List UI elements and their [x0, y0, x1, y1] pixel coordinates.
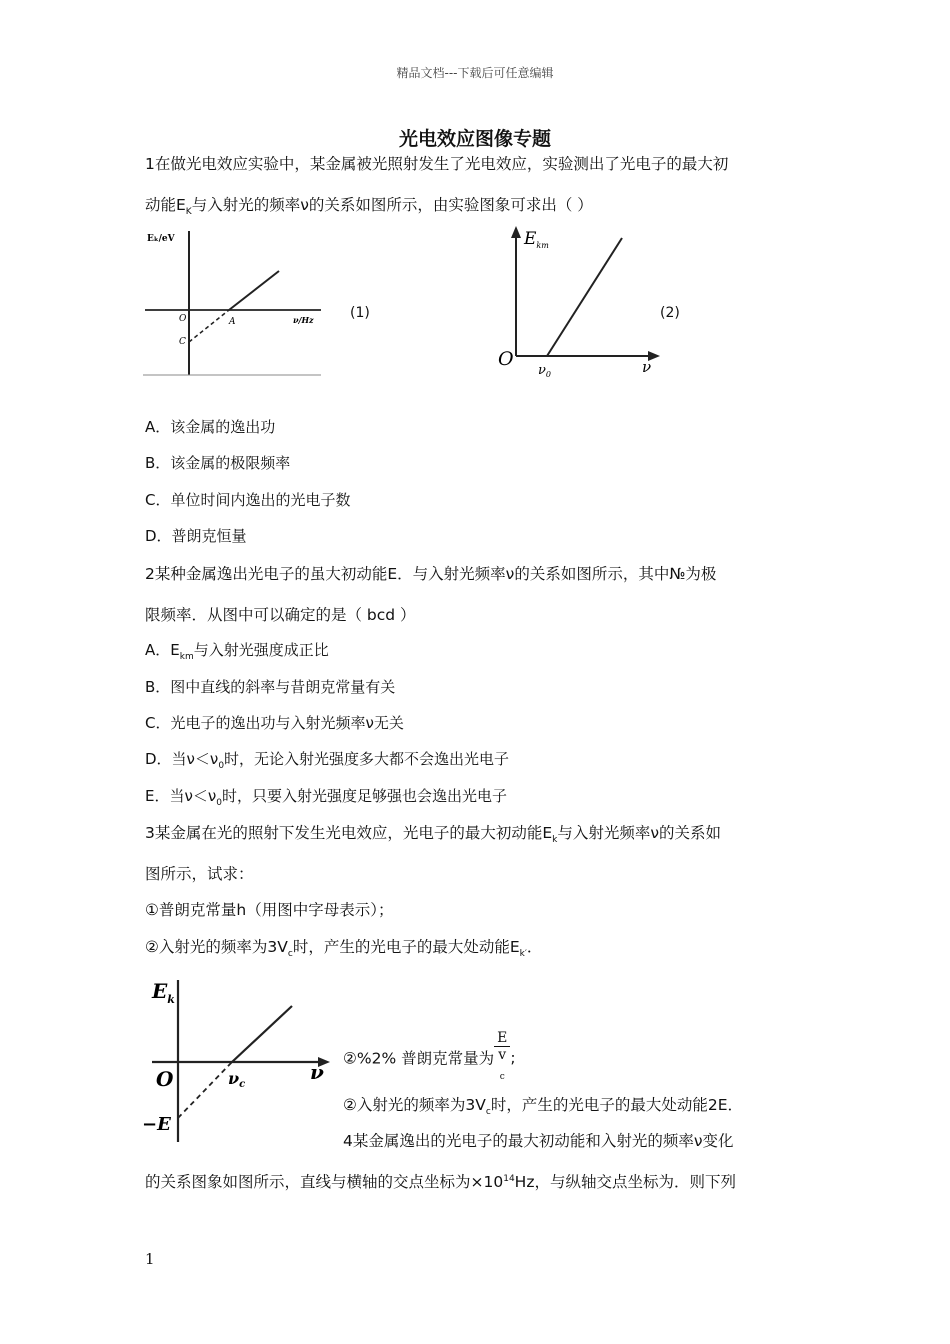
- fig1-point-c: C: [179, 337, 186, 347]
- fig2-xlabel: ν: [642, 358, 652, 376]
- q1-figure-1: [143, 225, 323, 377]
- q2-option-c: C．光电子的逸出功与入射光频率ν无关: [145, 714, 404, 732]
- fig2-y-arrow-icon: [511, 226, 521, 238]
- q3-fig-origin: O: [156, 1067, 174, 1091]
- q1-option-c: C．单位时间内逸出的光电子数: [145, 491, 351, 509]
- q3-answer2: ②入射光的频率为$3V_c$时，产生的光电子的最大处动能2E．: [343, 1096, 743, 1118]
- q1-option-d: D．普朗克恒量: [145, 527, 247, 545]
- fig2-nu0: $\nu_0$: [538, 363, 551, 379]
- q3-line1: 3某金属在光的照射下发生光电效应，光电子的最大初动能$E_k$与入射光频率ν的关系如: [145, 824, 722, 846]
- q4-line2: 的关系图象如图所示，直线与横轴的交点坐标为$\times 10^{14}Hz$，与纵轴交点坐标为．则下列: [145, 1173, 736, 1191]
- q2-line1: 2某种金属逸出光电子的虽大初动能E．与入射光频率ν的关系如图所示，其中№为极: [145, 565, 717, 583]
- q2-option-e: E．当$\nu<\nu_0$时，只要入射光强度足够强也会逸出光电子: [145, 787, 507, 808]
- fig1-solid-line: [229, 271, 279, 310]
- q1-figure-2: [496, 222, 666, 380]
- fig1-origin: O: [179, 314, 187, 324]
- fig1-ylabel: Eₖ/eV: [147, 234, 175, 244]
- q3-fig-xlabel: ν: [310, 1060, 324, 1084]
- page-title: 光电效应图像专题: [398, 128, 551, 150]
- page-header: 精品文档---下载后可任意编辑: [396, 66, 554, 80]
- q3-line2: 图所示，试求：: [145, 865, 254, 883]
- fig2-line: [547, 238, 622, 356]
- q3-answer1: ②%2% 普朗克常量为 E v $_c$ ;: [343, 1030, 516, 1085]
- page-number: 1: [145, 1250, 155, 1268]
- q2-option-b: B．图中直线的斜率与昔朗克常量有关: [145, 678, 396, 696]
- q1-option-b: B．该金属的极限频率: [145, 454, 291, 472]
- q3-fig-neg-e: −E: [142, 1114, 171, 1135]
- q2-option-d: D．当$\nu<\nu_0$时，无论入射光强度多大都不会逸出光电子: [145, 750, 510, 771]
- q3-fig-solid-line: [232, 1006, 292, 1062]
- fig2-origin: O: [498, 348, 514, 370]
- q2-line2: 限频率．从图中可以确定的是（ bcd ）: [145, 606, 416, 624]
- q2-option-a: A．$E_{km}$与入射光强度成正比: [145, 641, 329, 662]
- q3-item1: ①普朗克常量h（用图中字母表示）；: [145, 901, 394, 919]
- q3-answer1-fraction: E v $_c$: [494, 1030, 510, 1085]
- q1-fig1-label: (1): [350, 305, 370, 321]
- q3-item2: ②入射光的频率为$3V_c$时，产生的光电子的最大处动能$E_{k'}$．: [145, 938, 543, 960]
- q1-line1: 1在做光电效应实验中，某金属被光照射发生了光电效应，实验测出了光电子的最大初: [145, 155, 729, 173]
- fig1-dashed-line: [189, 310, 229, 342]
- q3-fig-nuc: νc: [228, 1069, 246, 1090]
- q4-line1: 4某金属逸出的光电子的最大初动能和入射光的频率ν变化: [343, 1132, 734, 1150]
- q3-figure: [140, 970, 340, 1148]
- q1-line2: 动能$E_K$与入射光的频率ν的关系如图所示，由实验图象可求出（ ）: [145, 196, 593, 218]
- fig2-ylabel: $E_{km}$: [524, 229, 549, 250]
- q1-option-a: A．该金属的逸出功: [145, 418, 276, 436]
- fig1-xlabel: ν/Hz: [293, 315, 314, 325]
- q3-fig-dashed-line: [178, 1062, 232, 1118]
- q3-fig-ylabel: $E_k$: [152, 979, 175, 1006]
- fig1-point-a: A: [229, 317, 236, 327]
- q1-fig2-label: (2): [660, 305, 680, 321]
